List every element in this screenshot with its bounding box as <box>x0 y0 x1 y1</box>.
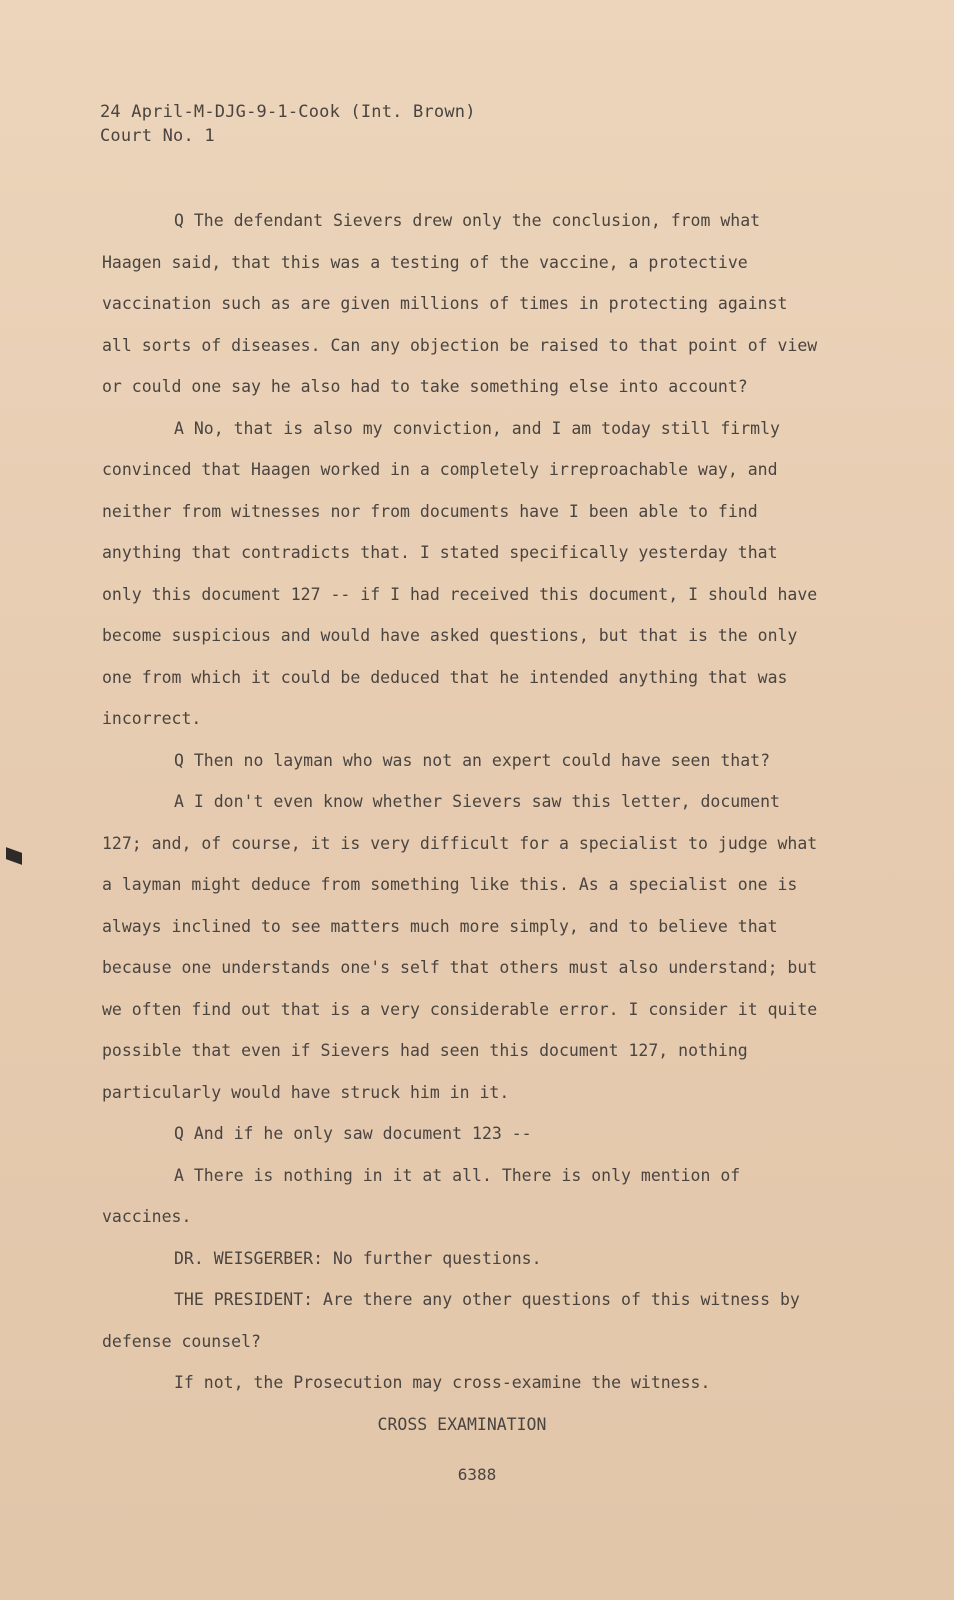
header-line-2: Court No. 1 <box>100 126 215 146</box>
document-header <box>100 100 476 148</box>
paragraph: THE PRESIDENT: Are there any other questions of this witness by defense counsel? <box>102 1290 800 1351</box>
transcript-body <box>102 200 822 1445</box>
paragraph: Q Then no layman who was not an expert could have seen that? <box>174 750 771 770</box>
page-number: 6388 <box>457 1465 497 1484</box>
paragraph: DR. WEISGERBER: No further questions. <box>174 1248 542 1268</box>
paragraph: A I don't even know whether Sievers saw this letter, document 127; and, of course, it is very difficult for a specialist to judge what a layman might deduce from something like this. As a specialist one is always inclined to see matters much more simply, and to believe that because one understands one's self that others must also understand; but we often find out that is a very considerable error. I consider it quite possible that even if Sievers had seen this document 127, nothing particularly would have struck him in it. <box>102 792 818 1102</box>
paragraph: A No, that is also my conviction, and I am today still firmly convinced that Haagen worked in a completely irreproachable way, and neither from witnesses nor from documents have I been able to find anything that contradicts that. I stated specifically yesterday that only this document 127 -- if I had received this document, I should have become suspicious and would have asked questions, but that is the only one from which it could be deduced that he intended anything that was incorrect. <box>102 418 818 728</box>
paragraph: Q The defendant Sievers drew only the conclusion, from what Haagen said, that this was a testing of the vaccine, a protective vaccination such as are given millions of times in protecting against all sorts of diseases. Can any objection be raised to that point of view or could one say he also had to take something else into account? <box>102 211 818 396</box>
header-line-1: 24 April-M-DJG-9-1-Cook (Int. Brown) <box>100 102 476 122</box>
paragraph: Q And if he only saw document 123 -- <box>174 1124 532 1143</box>
paragraph: A There is nothing in it at all. There is only mention of vaccines. <box>102 1165 741 1226</box>
paragraph: If not, the Prosecution may cross-examine the witness. <box>174 1373 711 1392</box>
section-heading: CROSS EXAMINATION <box>377 1414 547 1434</box>
binder-tab-mark <box>6 847 22 865</box>
